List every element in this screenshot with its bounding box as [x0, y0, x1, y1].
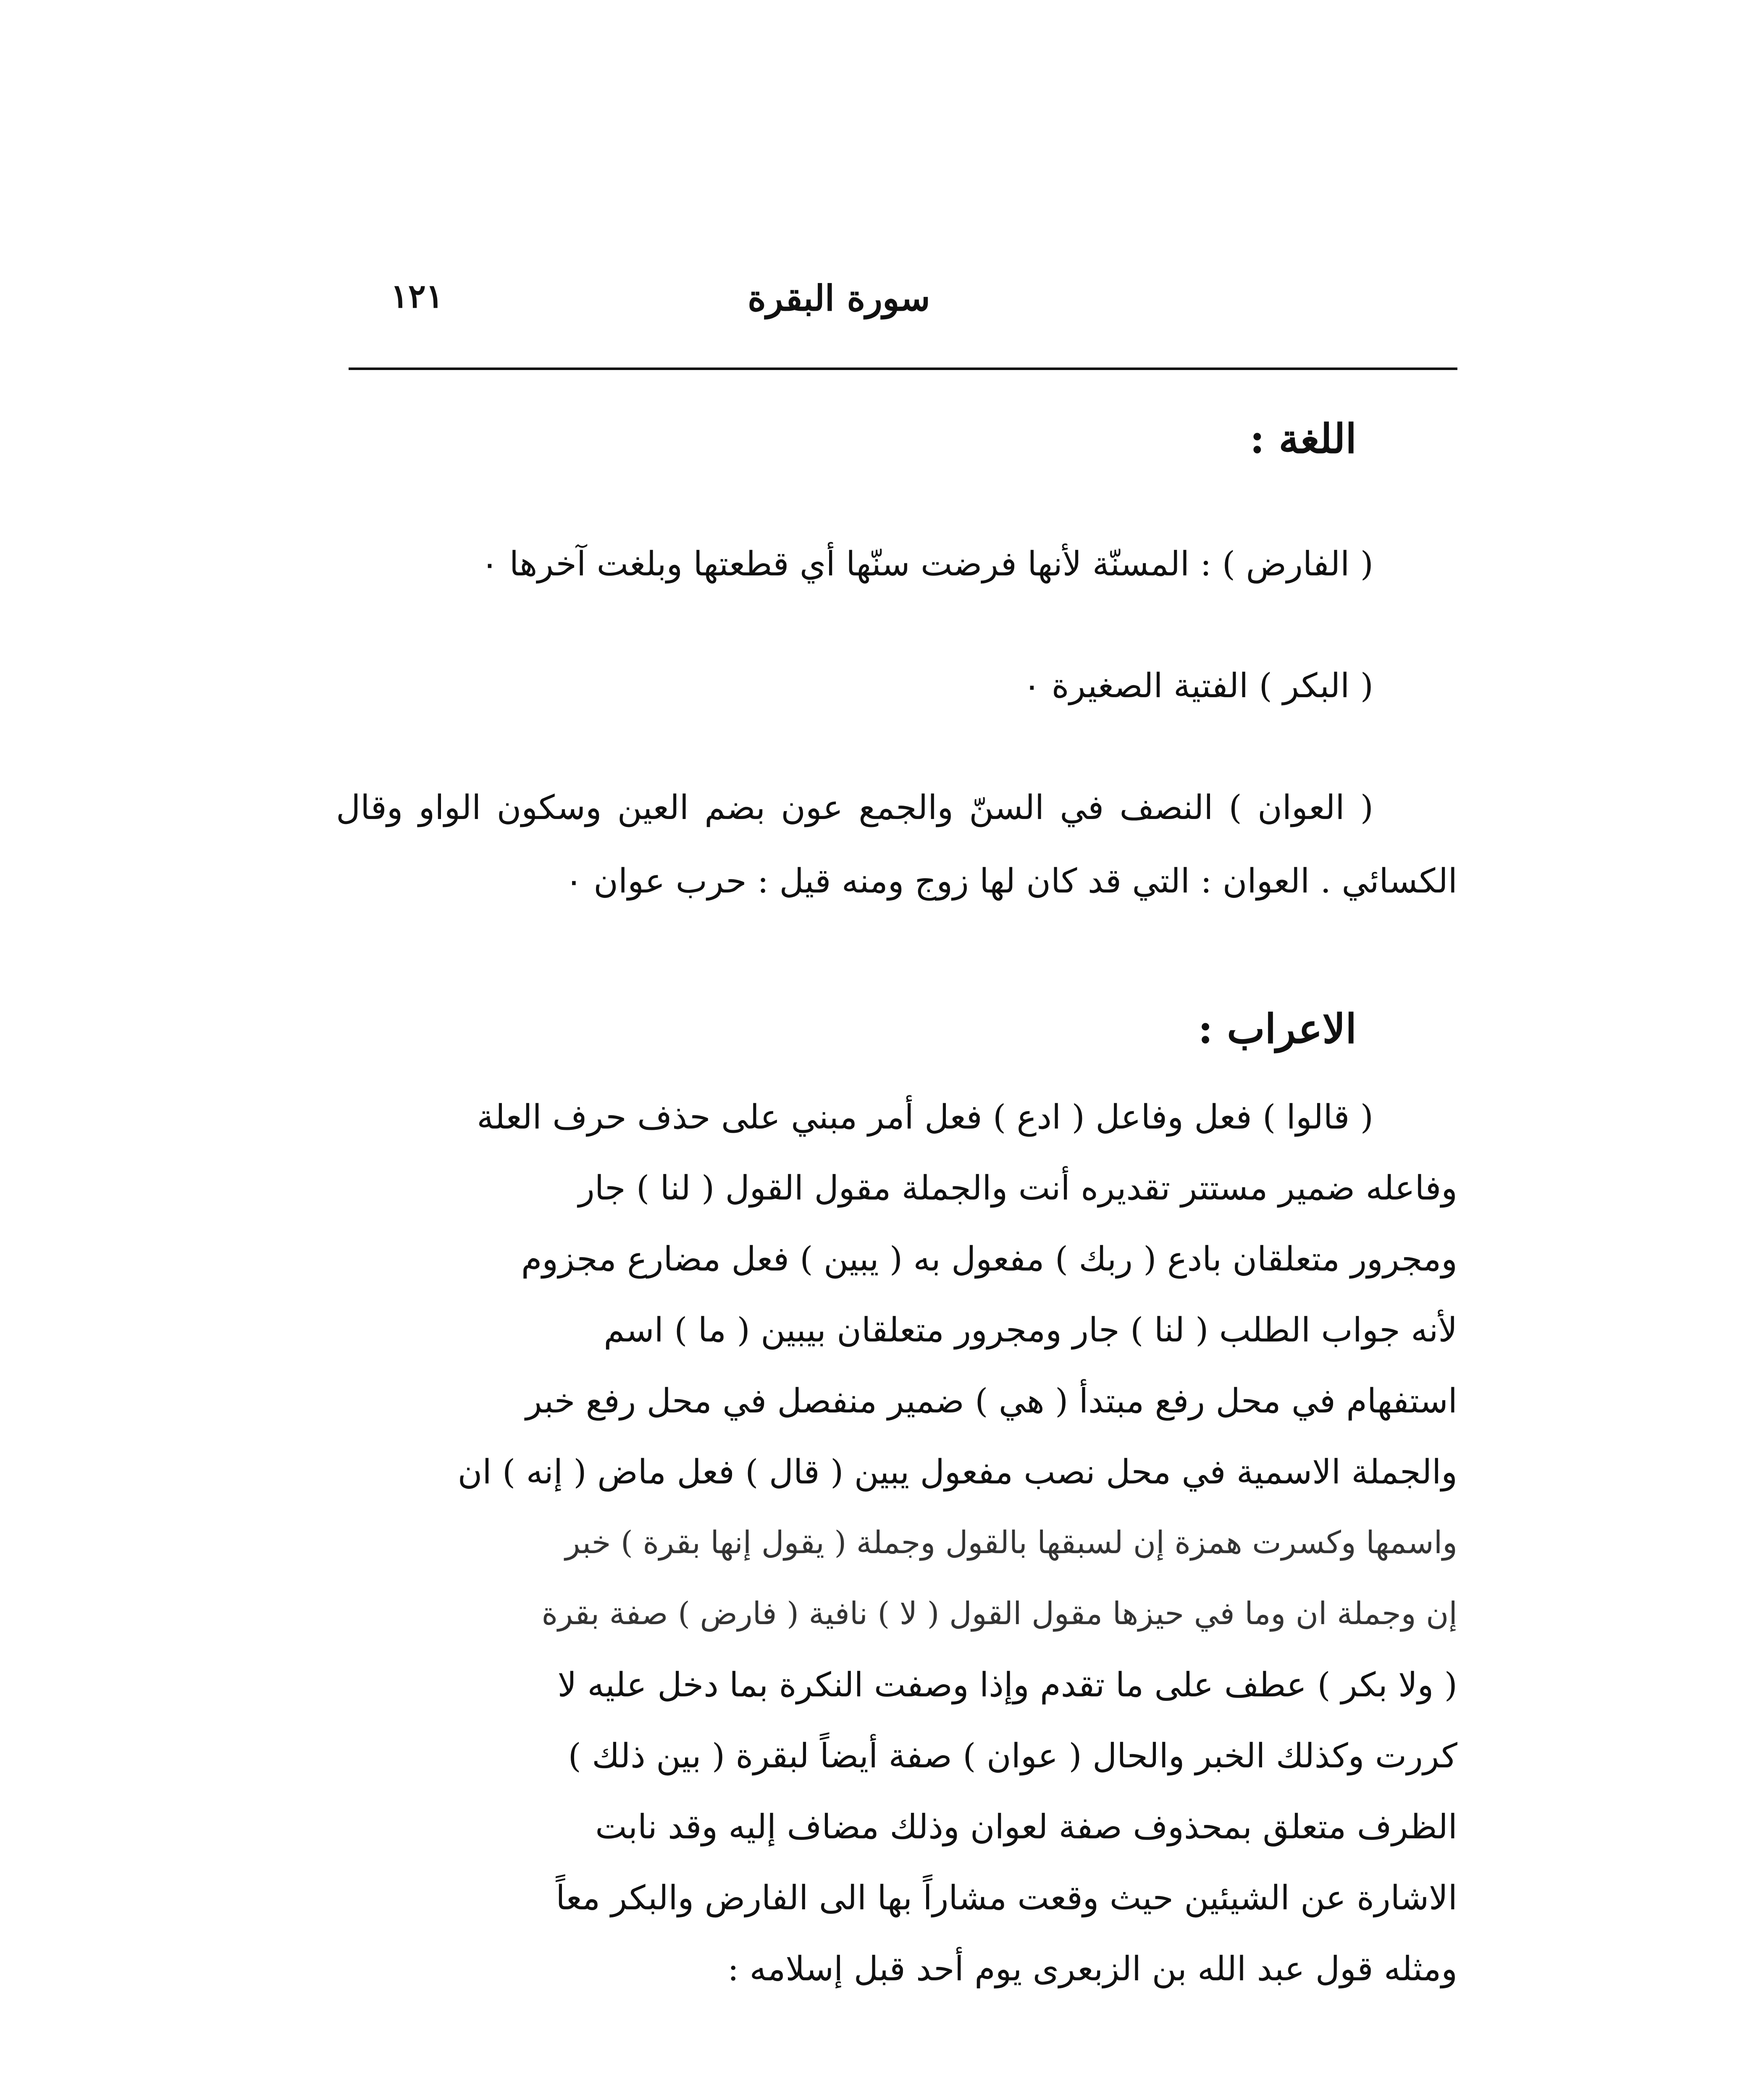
irab-line: كررت وكذلك الخبر والحال ( عوان ) صفة أيضاً لبقرة ( بين ذلك ) — [568, 1736, 1457, 1775]
irab-line: الظرف متعلق بمحذوف صفة لعوان وذلك مضاف إليه وقد نابت — [595, 1807, 1457, 1846]
irab-line: لأنه جواب الطلب ( لنا ) جار ومجرور متعلقان بيبين ( ما ) اسم — [604, 1310, 1457, 1349]
irab-line: واسمها وكسرت همزة إن لسبقها بالقول وجملة ( يقول إنها بقرة ) خبر — [565, 1525, 1457, 1561]
irab-line: إن وجملة ان وما في حيزها مقول القول ( لا ) نافية ( فارض ) صفة بقرة — [541, 1596, 1457, 1632]
definition-awan: ( العوان ) النصف في السنّ والجمع عون بضم العين وسكون الواو وقال الكسائي . العوان : التي قد كان لها زوج ومنه قيل : حرب عوان ٠ — [336, 788, 1457, 900]
irab-heading: الاعراب : — [1198, 1005, 1357, 1053]
definition-bikr: ( البكر ) الفتية الصغيرة ٠ — [1023, 666, 1373, 705]
page-content — [336, 407, 1457, 2004]
irab-line: ( ولا بكر ) عطف على ما تقدم وإذا وصفت النكرة بما دخل عليه لا — [557, 1665, 1457, 1704]
header-divider — [349, 368, 1457, 370]
irab-line: والجملة الاسمية في محل نصب مفعول يبين ( قال ) فعل ماض ( إنه ) ان — [457, 1452, 1457, 1491]
page-number: ١٢١ — [391, 277, 444, 315]
irab-line: وفاعله ضمير مستتر تقديره أنت والجملة مقول القول ( لنا ) جار — [578, 1168, 1457, 1208]
irab-line: الاشارة عن الشيئين حيث وقعت مشاراً بها الى الفارض والبكر معاً — [556, 1878, 1457, 1917]
irab-line: ( قالوا ) فعل وفاعل ( ادع ) فعل أمر مبني على حذف حرف العلة — [477, 1097, 1373, 1137]
lughah-heading: اللغة : — [1250, 415, 1357, 462]
page-header — [349, 269, 1457, 332]
irab-line: استفهام في محل رفع مبتدأ ( هي ) ضمير منفصل في محل رفع خبر — [525, 1381, 1457, 1420]
irab-text — [336, 1082, 1457, 2004]
irab-line: ومثله قول عبد الله بن الزبعرى يوم أحد قبل إسلامه : — [727, 1949, 1457, 1988]
definition-faridh: ( الفارض ) : المسنّة لأنها فرضت سنّها أي قطعتها وبلغت آخرها ٠ — [480, 544, 1373, 583]
running-title: سورة البقرة — [748, 277, 930, 319]
irab-line: ومجرور متعلقان بادع ( ربك ) مفعول به ( يبين ) فعل مضارع مجزوم — [521, 1239, 1457, 1278]
